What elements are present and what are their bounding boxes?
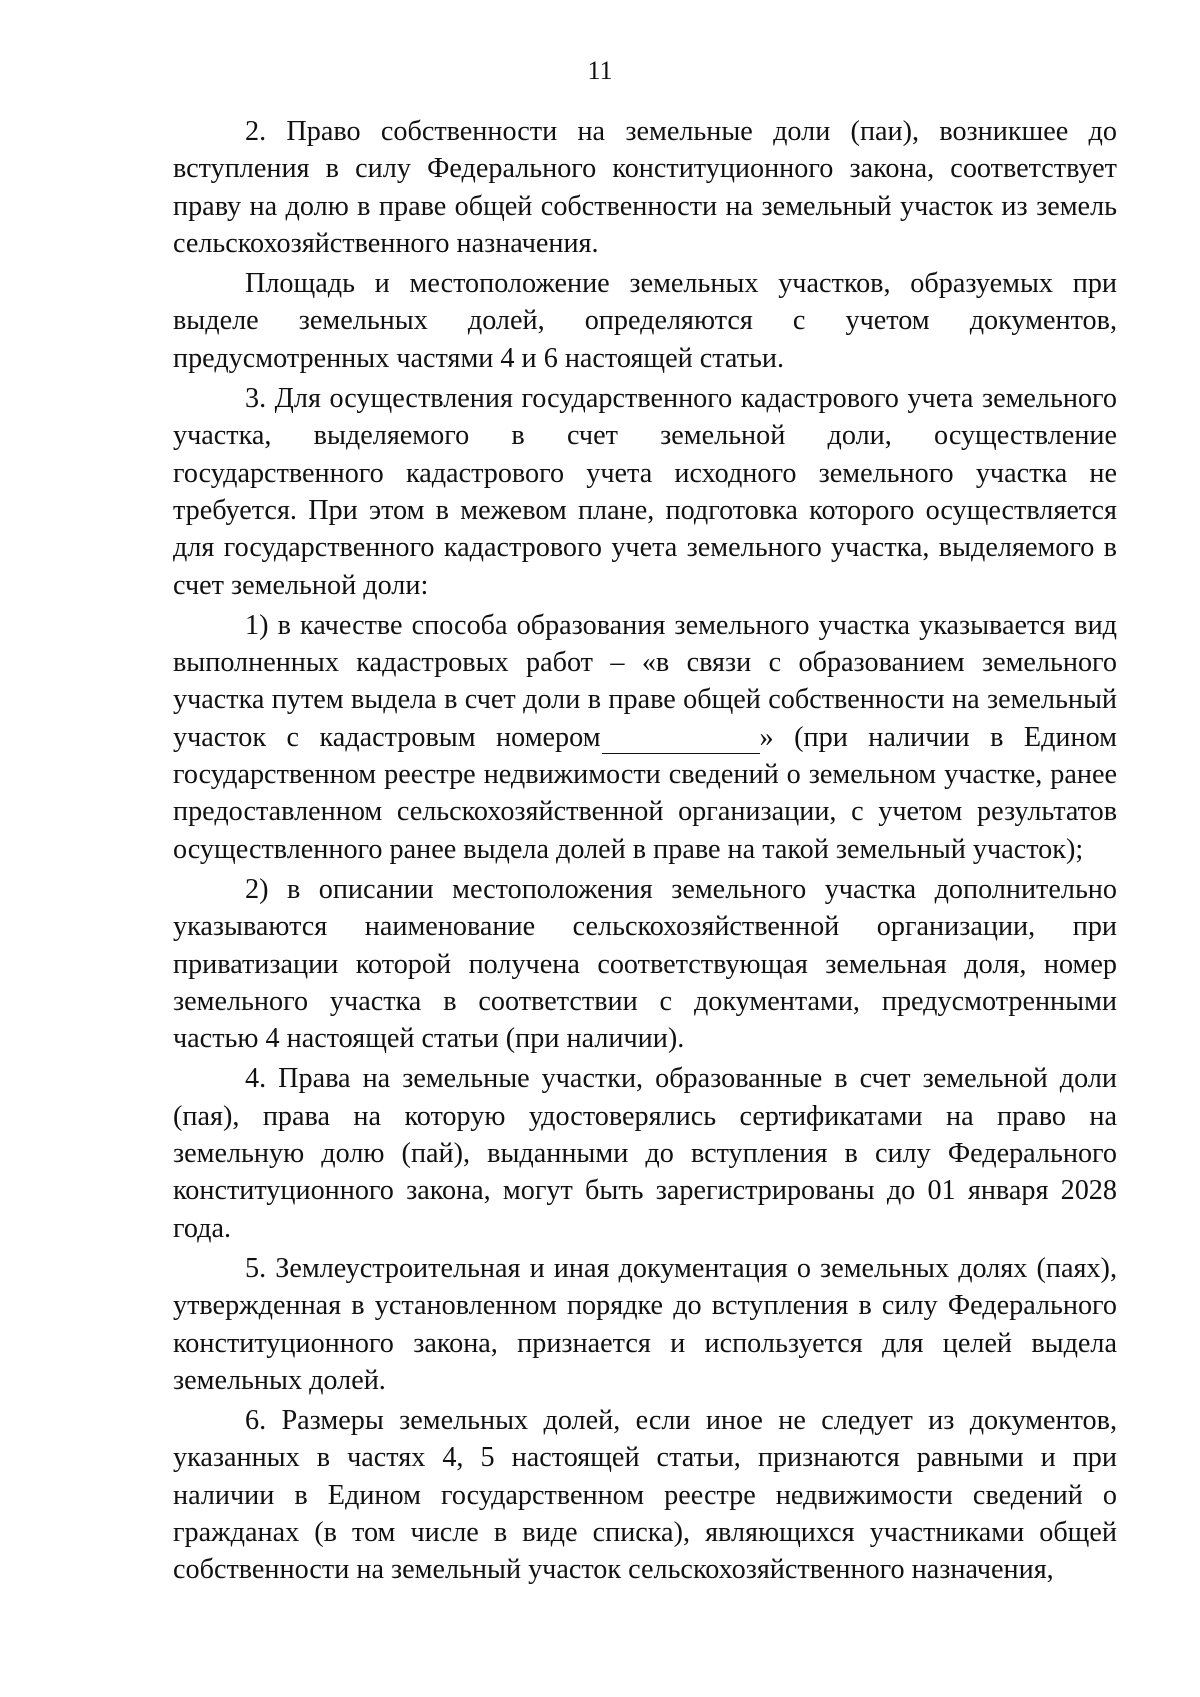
cadastral-number-blank-line <box>602 720 760 753</box>
item-1-text-start: 1) в качестве способа образования земельного участка указывается вид выполненных кадастровых работ – «в связи с образованием земельного участка путем выдела в счет доли в праве общей собственности на земельный участок с кадастровым номером <box>173 609 1117 753</box>
document-body <box>173 113 1117 1589</box>
paragraph-2-ownership-right: 2. Право собственности на земельные доли (паи), возникшее до вступления в силу Федерального конституционного закона, соответствует праву на долю в праве общей собственности на земельный участок из земель сельскохозяйственного назначения. <box>173 116 1117 259</box>
item-1-text-end: » (при наличии в Едином государственном реестре недвижимости сведений о земельном участке, ранее предоставленном сельскохозяйственной организации, с учетом результатов осуществленного ранее выдела долей в праве на такой земельный участок); <box>173 721 1117 865</box>
paragraph-5-land-documentation: 5. Землеустроительная и иная документация о земельных долях (паях), утвержденная в установленном порядке до вступления в силу Федерального конституционного закона, признается и используется для целей выдела земельных долей. <box>173 1252 1117 1396</box>
paragraph-6-share-sizes: 6. Размеры земельных долей, если иное не следует из документов, указанных в частях 4, 5 настоящей статьи, признаются равными и при наличии в Едином государственном реестре недвижимости сведений о гражданах (в том числе в виде списка), являющихся участниками общей собственности на земельный участок сельскохозяйственного назначения, <box>173 1405 1117 1586</box>
list-item-1-formation-method <box>173 607 1117 868</box>
paragraph-area-location: Площадь и местоположение земельных участков, образуемых при выделе земельных долей, определяются с учетом документов, предусмотренных частями 4 и 6 настоящей статьи. <box>173 268 1117 374</box>
list-item-2-location-description: 2) в описании местоположения земельного участка дополнительно указываются наименование сельскохозяйственной организации, при приватизации которой получена соответствующая земельная доля, номер земельного участка в соответствии с документами, предусмотренными частью 4 настоящей статьи (при наличии). <box>173 873 1117 1055</box>
page-number: 11 <box>587 56 613 85</box>
paragraph-4-rights-registration: 4. Права на земельные участки, образованные в счет земельной доли (пая), права на которую удостоверялись сертификатами на право на земельную долю (пай), выданными до вступления в силу Федерального конституционного закона, могут быть зарегистрированы до 01 января 2028 года. <box>173 1063 1117 1244</box>
paragraph-3-cadastral-registration: 3. Для осуществления государственного кадастрового учета земельного участка, выделяемого в счет земельной доли, осуществление государственного кадастрового учета исходного земельного участка не требуется. При этом в межевом плане, подготовка которого осуществляется для государственного кадастрового учета земельного участка, выделяемого в счет земельной доли: <box>173 383 1117 601</box>
